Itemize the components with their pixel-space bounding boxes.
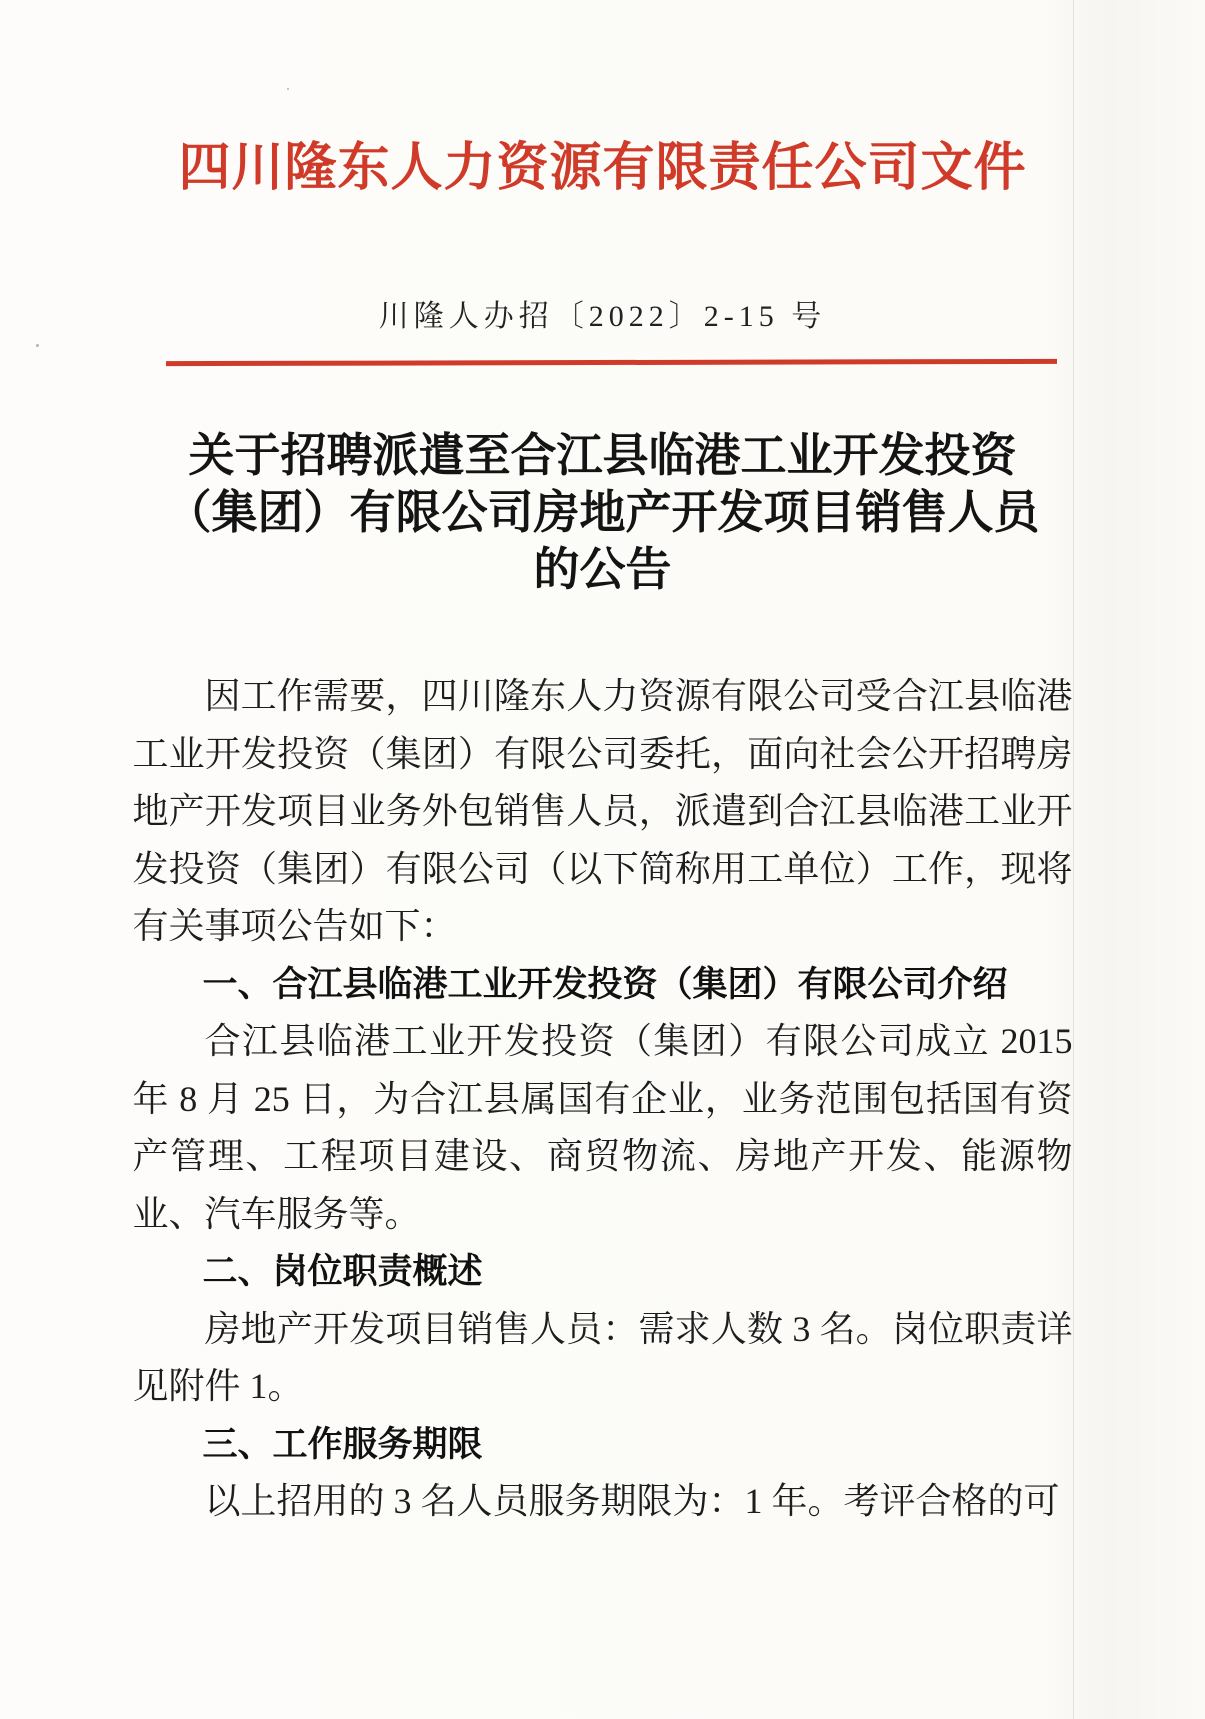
document-number: 川隆人办招〔2022〕2-15 号 [378,300,827,333]
notice-title [103,427,1103,598]
scan-speck [36,344,39,347]
body-paragraph: 以上招用的 3 名人员服务期限为：1 年。考评合格的可 [204,1481,1060,1521]
document-body [133,668,1073,1531]
scan-seam-artifact [1073,0,1074,1719]
section-heading: 三、工作服务期限 [202,1424,483,1464]
body-paragraph: 合江县临港工业开发投资（集团）有限公司成立 2015 年 8 月 25 日，为合江县属国有企业，业务范围包括国有资产管理、工程项目建设、商贸物流、房地产开发、能源物业、汽车服务等。 [132,1021,1073,1234]
section-heading: 一、合江县临港工业开发投资（集团）有限公司介绍 [202,964,1008,1004]
letterhead-divider-rule [166,359,1057,366]
scan-speck [700,497,702,499]
section-heading: 二、岗位职责概述 [202,1252,483,1291]
letterhead-title: 四川隆东人力资源有限责任公司文件 [178,140,1027,197]
notice-title-line-3: 的公告 [533,544,672,595]
letterhead-header [0,0,1205,365]
scan-speck [287,88,289,90]
notice-title-line-2: （集团）有限公司房地产开发项目销售人员 [165,487,1040,538]
body-paragraph: 房地产开发项目销售人员：需求人数 3 名。岗位职责详见附件 1。 [132,1308,1073,1406]
body-paragraph: 因工作需要，四川隆东人力资源有限公司受合江县临港工业开发投资（集团）有限公司委托，面向社会公开招聘房地产开发项目业务外包销售人员，派遣到合江县临港工业开发投资（集团）有限公司（以下简称用工单位）工作，现将有关事项公告如下： [132,676,1073,946]
notice-title-line-1: 关于招聘派遣至合江县临港工业开发投资 [188,430,1017,481]
